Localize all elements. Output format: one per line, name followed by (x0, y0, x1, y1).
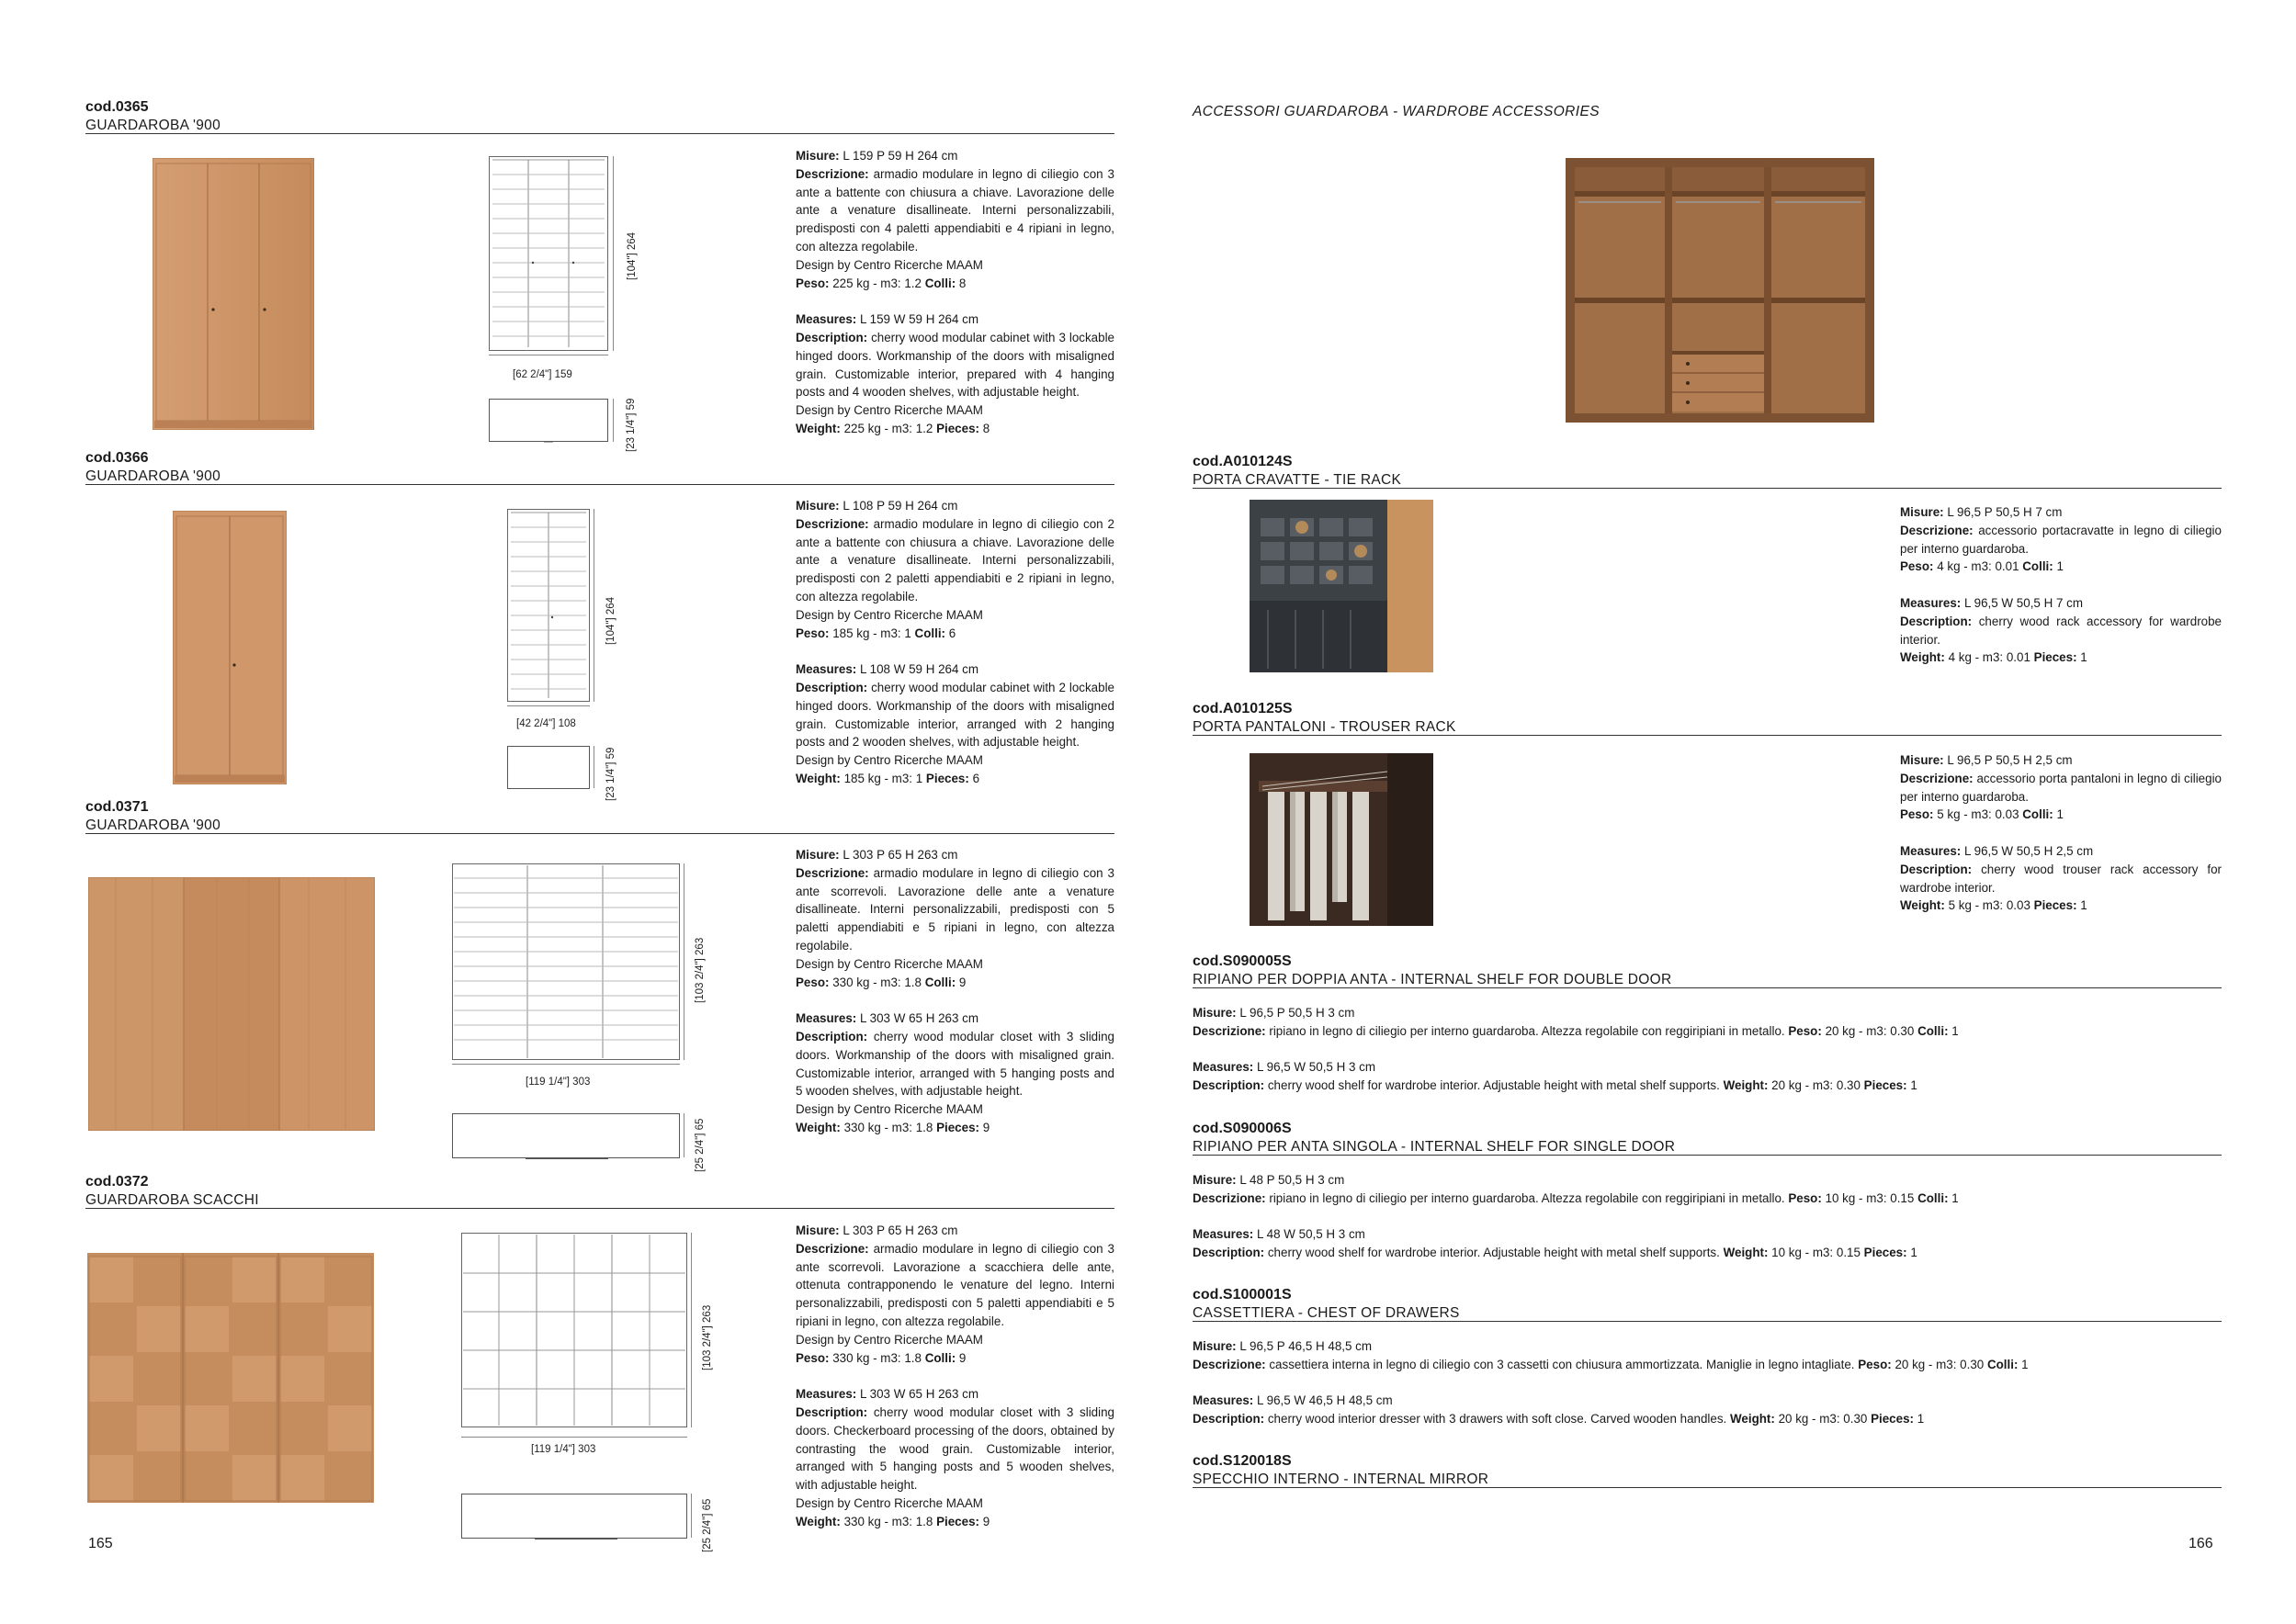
product-code: cod.S090005S (1193, 953, 1292, 969)
page-number-right: 166 (2189, 1536, 2213, 1551)
divider (1193, 488, 2222, 489)
wardrobe-0365-photo (153, 158, 314, 430)
product-code: cod.S090006S (1193, 1121, 1292, 1136)
product-description: Misure: L 303 P 65 H 263 cm Descrizione: armadio modulare in legno di ciliegio con 3 ante scorrevoli. Lavorazione a scacchiera delle ante, ottenuta contrapponendo le venature del legno. Interni personalizzabili, predisposti con 5 paletti appendiabiti e 5 ripiani in legno, con altezza regolabile. Design by Centro Ricerche MAAM Peso: 330 kg - m3: 1.8 Colli: 9 Measures: L 303 W 65 H 263 cm Description: cherry wood modular closet with 3 sliding doors. Checkerboard processing of the doors, obtained by contrasting the wood grain. Customizable interior, arranged with 5 hanging posts and 5 wooden shelves, with adjustable height. Design by Centro Ricerche MAAM Weight: 330 kg - m3: 1.8 Pieces: 9 (796, 1224, 1114, 1528)
wardrobe-interior-photo (1566, 158, 1874, 423)
width-dimension-line (452, 1064, 680, 1065)
height-dimension-line (613, 156, 614, 351)
product-description: Misure: L 108 P 59 H 264 cm Descrizione: armadio modulare in legno di ciliegio con 2 ante a battente con chiusura a chiave. Lavorazione delle ante a venature disallineate. Interni personalizzabili, predisposti con 2 paletti appendiabiti e 2 ripiani in legno, con altezza regolabile. Design by Centro Ricerche MAAM Peso: 185 kg - m3: 1 Colli: 6 Measures: L 108 W 59 H 264 cm Description: cherry wood modular cabinet with 2 lockable hinged doors. Workmanship of the doors with misaligned grain. Customizable interior, arranged with 2 hanging posts and 2 wooden shelves, with adjustable height. Design by Centro Ricerche MAAM Weight: 185 kg - m3: 1 Pieces: 6 (796, 499, 1114, 785)
height-dimension-line (691, 1233, 692, 1427)
height-dimension: [103 2/4"] 263 (695, 937, 706, 1003)
product-title: GUARDAROBA '900 (85, 818, 221, 833)
wardrobe-0371-front-drawing (452, 863, 680, 1060)
divider (85, 833, 1114, 834)
divider (1193, 1487, 2222, 1488)
product-description: Misure: L 159 P 59 H 264 cm Descrizione: armadio modulare in legno di ciliegio con 3 ante a battente con chiusura a chiave. Lavorazione delle ante a venature disallineate. Interni personalizzabili, predisposti con 4 paletti appendiabiti e 4 ripiani in legno, con altezza regolabile. Design by Centro Ricerche MAAM Peso: 225 kg - m3: 1.2 Colli: 8 Measures: L 159 W 59 H 264 cm Description: cherry wood modular cabinet with 3 lockable hinged doors. Workmanship of the doors with misaligned grain. Customizable interior, prepared with 4 hanging posts and 4 wooden shelves, with adjustable height. Design by Centro Ricerche MAAM Weight: 225 kg - m3: 1.2 Pieces: 8 (796, 149, 1114, 435)
product-description: Misure: L 96,5 P 50,5 H 7 cm Descrizione: accessorio portacravatte in legno di ciliegio per interno guardaroba. Peso: 4 kg - m3: 0.01 Colli: 1 Measures: L 96,5 W 50,5 H 7 cm Description: cherry wood rack accessory for wardrobe interior. Weight: 4 kg - m3: 0.01 Pieces: 1 (1900, 505, 2222, 665)
page-number-left: 165 (88, 1536, 113, 1551)
divider (1193, 987, 2222, 988)
divider (1193, 735, 2222, 736)
wardrobe-0371-top-drawing (452, 1113, 680, 1161)
product-title: GUARDAROBA SCACCHI (85, 1192, 259, 1208)
wardrobe-0366-front-drawing (507, 509, 590, 702)
product-description: Misure: L 96,5 P 50,5 H 3 cm Descrizione: ripiano in legno di ciliegio per interno guardaroba. Altezza regolabile con reggiripiani in metallo. Peso: 20 kg - m3: 0.30 Colli: 1 Measures: L 96,5 W 50,5 H 3 cm Description: cherry wood shelf for wardrobe interior. Adjustable height with metal shelf supports. Weight: 20 kg - m3: 0.30 Pieces: 1 (1193, 1006, 1959, 1093)
depth-dimension-line (691, 1494, 692, 1538)
width-dimension: [62 2/4"] 159 (513, 369, 572, 380)
product-code: cod.0365 (85, 99, 149, 115)
product-code: cod.0371 (85, 799, 149, 815)
product-description: Misure: L 48 P 50,5 H 3 cm Descrizione: ripiano in legno di ciliegio per interno guardaroba. Altezza regolabile con reggiripiani in metallo. Peso: 10 kg - m3: 0.15 Colli: 1 Measures: L 48 W 50,5 H 3 cm Description: cherry wood shelf for wardrobe interior. Adjustable height with metal shelf supports. Weight: 10 kg - m3: 0.15 Pieces: 1 (1193, 1173, 1959, 1260)
product-code: cod.0366 (85, 450, 149, 466)
product-title: GUARDAROBA '900 (85, 118, 221, 133)
product-code: cod.S120018S (1193, 1453, 1292, 1469)
product-title: SPECCHIO INTERNO - INTERNAL MIRROR (1193, 1472, 1489, 1487)
product-description: Misure: L 96,5 P 46,5 H 48,5 cm Descrizione: cassettiera interna in legno di ciliegio con 3 cassetti con chiusura ammortizzata. Maniglie in legno intagliate. Peso: 20 kg - m3: 0.30 Colli: 1 Measures: L 96,5 W 46,5 H 48,5 cm Description: cherry wood interior dresser with 3 drawers with soft close. Carved wooden handles. Weight: 20 kg - m3: 0.30 Pieces: 1 (1193, 1339, 2029, 1427)
height-dimension: [104"] 264 (605, 596, 616, 645)
wardrobe-0365-top-drawing (489, 399, 608, 445)
product-title: GUARDAROBA '900 (85, 468, 221, 484)
product-code: cod.A010125S (1193, 701, 1293, 716)
product-title: RIPIANO PER ANTA SINGOLA - INTERNAL SHELF FOR SINGLE DOOR (1193, 1139, 1676, 1155)
width-dimension: [119 1/4"] 303 (526, 1077, 591, 1088)
wardrobe-0372-photo (87, 1253, 374, 1503)
product-title: CASSETTIERA - CHEST OF DRAWERS (1193, 1305, 1460, 1321)
divider (85, 1208, 1114, 1209)
height-dimension: [103 2/4"] 263 (702, 1304, 713, 1370)
divider (1193, 1155, 2222, 1156)
width-dimension-line (507, 705, 590, 706)
depth-dimension: [25 2/4"] 65 (695, 1118, 706, 1172)
product-description: Misure: L 303 P 65 H 263 cm Descrizione: armadio modulare in legno di ciliegio con 3 ante scorrevoli. Lavorazione delle ante a venature disallineate. Interni personalizzabili, predisposti con 5 paletti appendiabiti e 5 ripiani in legno, con altezza regolabile. Design by Centro Ricerche MAAM Peso: 330 kg - m3: 1.8 Colli: 9 Measures: L 303 W 65 H 263 cm Description: cherry wood modular closet with 3 sliding doors. Workmanship of the doors with misaligned grain. Customizable interior, arranged with 5 hanging posts and 5 wooden shelves, with adjustable height. Design by Centro Ricerche MAAM Weight: 330 kg - m3: 1.8 Pieces: 9 (796, 848, 1114, 1134)
product-code: cod.S100001S (1193, 1287, 1292, 1303)
wardrobe-0371-photo (88, 877, 375, 1131)
width-dimension-line (461, 1437, 687, 1438)
product-code: cod.0372 (85, 1174, 149, 1190)
wardrobe-0372-top-drawing (461, 1494, 687, 1541)
wardrobe-0366-top-drawing (507, 746, 590, 790)
trouser-rack-photo (1250, 753, 1433, 926)
product-title: PORTA CRAVATTE - TIE RACK (1193, 472, 1402, 488)
wardrobe-0366-photo (173, 511, 287, 784)
width-dimension: [119 1/4"] 303 (531, 1444, 596, 1455)
divider (1193, 1321, 2222, 1322)
height-dimension: [104"] 264 (627, 231, 638, 280)
tie-rack-photo (1250, 500, 1433, 672)
width-dimension: [42 2/4"] 108 (516, 718, 576, 729)
section-title: ACCESSORI GUARDAROBA - WARDROBE ACCESSORIES (1193, 104, 1600, 119)
depth-dimension: [23 1/4"] 59 (605, 747, 616, 801)
depth-dimension: [25 2/4"] 65 (702, 1498, 713, 1552)
product-title: RIPIANO PER DOPPIA ANTA - INTERNAL SHELF FOR DOUBLE DOOR (1193, 972, 1672, 987)
depth-dimension: [23 1/4"] 59 (626, 398, 637, 452)
depth-dimension-line (613, 399, 614, 442)
wardrobe-0365-front-drawing (489, 156, 608, 351)
product-title: PORTA PANTALONI - TROUSER RACK (1193, 719, 1456, 735)
product-code: cod.A010124S (1193, 454, 1293, 469)
divider (85, 484, 1114, 485)
wardrobe-0372-front-drawing (461, 1233, 687, 1427)
product-description: Misure: L 96,5 P 50,5 H 2,5 cm Descrizione: accessorio porta pantaloni in legno di ciliegio per interno guardaroba. Peso: 5 kg - m3: 0.03 Colli: 1 Measures: L 96,5 W 50,5 H 2,5 cm Description: cherry wood trouser rack accessory for wardrobe interior. Weight: 5 kg - m3: 0.03 Pieces: 1 (1900, 753, 2222, 913)
divider (85, 133, 1114, 134)
